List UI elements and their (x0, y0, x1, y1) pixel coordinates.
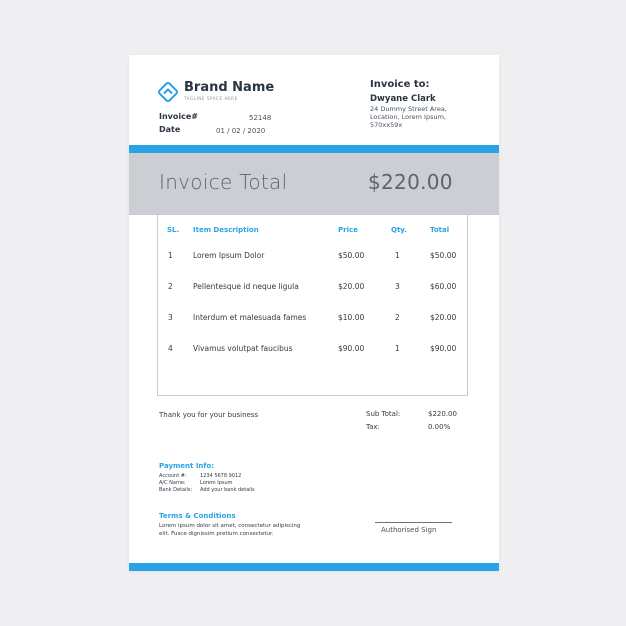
row-price: $20.00 (338, 282, 365, 291)
tax-label: Tax: (366, 423, 380, 431)
row-price: $50.00 (338, 251, 365, 260)
signature-label: Authorised Sign (381, 526, 437, 534)
row-sl: 3 (168, 313, 173, 322)
row-qty: 1 (395, 344, 400, 353)
date-label: Date (159, 125, 181, 134)
invoice-total-label: Invoice Total (159, 170, 288, 194)
row-total: $60.00 (430, 282, 457, 291)
date-value: 01 / 02 / 2020 (216, 127, 266, 135)
invoice-number-value: 52148 (249, 114, 272, 122)
account-value: 1234 5678 9012 (200, 473, 242, 479)
col-header-qty: Qty. (391, 226, 407, 234)
row-description: Vivamus volutpat faucibus (193, 344, 293, 353)
col-header-price: Price (338, 226, 358, 234)
signature-line (375, 522, 452, 523)
subtotal-value: $220.00 (428, 410, 457, 418)
top-accent-bar (129, 145, 499, 153)
bank-details-label: Bank Details: (159, 487, 193, 493)
bank-details-value: Add your bank details (200, 487, 255, 493)
client-name: Dwyane Clark (370, 94, 436, 104)
invoice-total-value: $220.00 (368, 170, 453, 194)
row-description: Pellentesque id neque ligula (193, 282, 299, 291)
address-line: 24 Dummy Street Area, (370, 105, 447, 113)
brand-logo-icon (157, 81, 179, 103)
row-total: $50.00 (430, 251, 457, 260)
row-qty: 1 (395, 251, 400, 260)
address-line: Location, Lorem Ipsum, (370, 113, 446, 121)
invoice-to-heading: Invoice to: (370, 79, 430, 90)
subtotal-label: Sub Total: (366, 410, 401, 418)
invoice-page (129, 55, 499, 571)
row-price: $10.00 (338, 313, 365, 322)
row-sl: 4 (168, 344, 173, 353)
row-qty: 3 (395, 282, 400, 291)
client-address (370, 105, 490, 129)
account-label: Account #: (159, 473, 187, 479)
row-total: $90.00 (430, 344, 457, 353)
address-line: 570xx59x (370, 121, 403, 129)
terms-title: Terms & Conditions (159, 512, 236, 520)
row-description: Interdum et malesuada fames (193, 313, 307, 322)
row-sl: 2 (168, 282, 173, 291)
bottom-accent-bar (129, 563, 499, 571)
tax-value: 0.00% (428, 423, 451, 431)
row-qty: 2 (395, 313, 400, 322)
thank-you-note: Thank you for your business (159, 411, 259, 419)
account-name-label: A/C Name: (159, 480, 186, 486)
payment-info-title: Payment Info: (159, 462, 215, 470)
invoice-number-label: Invoice# (159, 112, 198, 121)
col-header-total: Total (430, 226, 450, 234)
row-sl: 1 (168, 251, 173, 260)
account-name-value: Lorem Ipsum (200, 480, 233, 486)
row-total: $20.00 (430, 313, 457, 322)
row-price: $90.00 (338, 344, 365, 353)
col-header-description: Item Description (193, 226, 259, 234)
terms-text: Lorem ipsum dolor sit amet, consectetur adipiscing elit. Fusce dignissim pretium consectetur. (159, 523, 301, 537)
brand-tagline: TAGLINE SPACE HERE (184, 96, 238, 101)
row-description: Lorem Ipsum Dolor (193, 251, 265, 260)
brand-name: Brand Name (184, 80, 275, 95)
items-table (157, 215, 468, 396)
col-header-sl: SL. (167, 226, 180, 234)
